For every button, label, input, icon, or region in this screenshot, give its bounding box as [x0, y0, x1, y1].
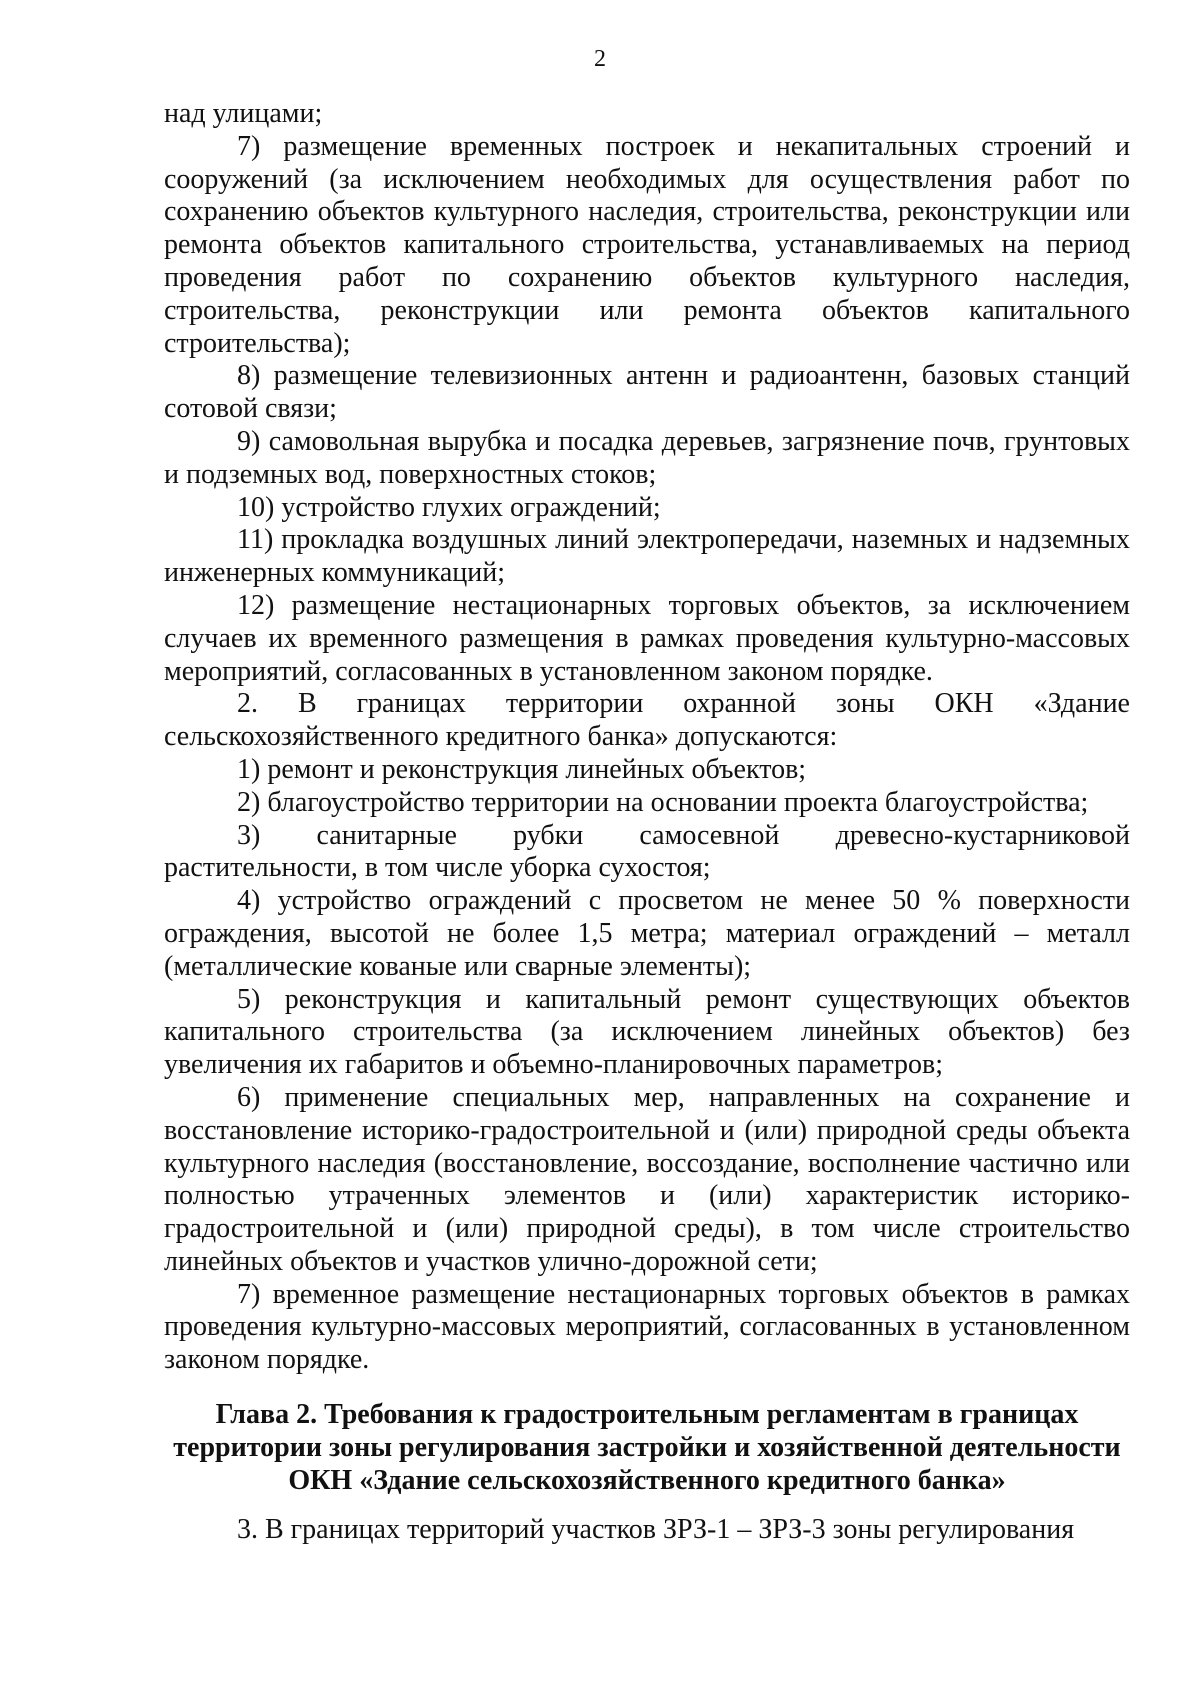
paragraph: 9) самовольная вырубка и посадка деревьев, загрязнение почв, грунтовых и подземных вод, поверхностных стоков; [164, 425, 1130, 490]
continuation-paragraph: 3. В границах территорий участков ЗРЗ-1 – ЗРЗ-3 зоны регулирования [237, 1514, 1075, 1545]
paragraph: 2. В границах территории охранной зоны ОКН «Здание сельскохозяйственного кредитного банка» допускаются: [164, 688, 1130, 753]
paragraph: 5) реконструкция и капитальный ремонт существующих объектов капитального строительства (за исключением линейных объектов) без увеличения их габаритов и объемно-планировочных параметров; [164, 983, 1130, 1081]
chapter-heading: Глава 2. Требования к градостроительным регламентам в границах территории зоны регулирования застройки и хозяйственной деятельности ОКН «Здание сельскохозяйственного кредитного банка» [173, 1399, 1121, 1496]
paragraph: 2) благоустройство территории на основании проекта благоустройства; [237, 786, 1089, 818]
page-number: 2 [594, 46, 606, 72]
paragraph: 10) устройство глухих ограждений; [237, 491, 661, 523]
paragraph: 12) размещение нестационарных торговых объектов, за исключением случаев их временного размещения в рамках проведения культурно-массовых мероприятий, согласованных в установленном законом порядке. [164, 589, 1130, 687]
paragraph: 6) применение специальных мер, направленных на сохранение и восстановление историко-градостроительной и (или) природной среды объекта культурного наследия (восстановление, воссоздание, восполнение частично или полностью утраченных элементов и (или) характеристик историко-градостроительной и (или) природной среды), в том числе строительство линейных объектов и участков улично-дорожной сети; [164, 1081, 1130, 1277]
document-body [164, 98, 1130, 1377]
paragraph: 4) устройство ограждений с просветом не менее 50 % поверхности ограждения, высотой не более 1,5 метра; материал ограждений – металл (металлические кованые или сварные элементы); [164, 885, 1130, 982]
paragraph: 11) прокладка воздушных линий электропередачи, наземных и надземных инженерных коммуникаций; [164, 524, 1130, 589]
paragraph: 8) размещение телевизионных антенн и радиоантенн, базовых станций сотовой связи; [164, 360, 1130, 425]
paragraph: 1) ремонт и реконструкция линейных объектов; [237, 753, 807, 785]
paragraph: 3) санитарные рубки самосевной древесно-кустарниковой растительности, в том числе уборка сухостоя; [164, 819, 1130, 884]
paragraph: 7) размещение временных построек и некапитальных строений и сооружений (за исключением необходимых для осуществления работ по сохранению объектов культурного наследия, строительства, реконструкции или ремонта объектов капитального строительства, устанавливаемых на период проведения работ по сохранению объектов культурного наследия, строительства, реконструкции или ремонта объектов капитального строительства); [164, 130, 1130, 359]
paragraph: 7) временное размещение нестационарных торговых объектов в рамках проведения культурно-массовых мероприятий, согласованных в установленном законом порядке. [164, 1278, 1130, 1376]
paragraph: над улицами; [164, 98, 323, 129]
